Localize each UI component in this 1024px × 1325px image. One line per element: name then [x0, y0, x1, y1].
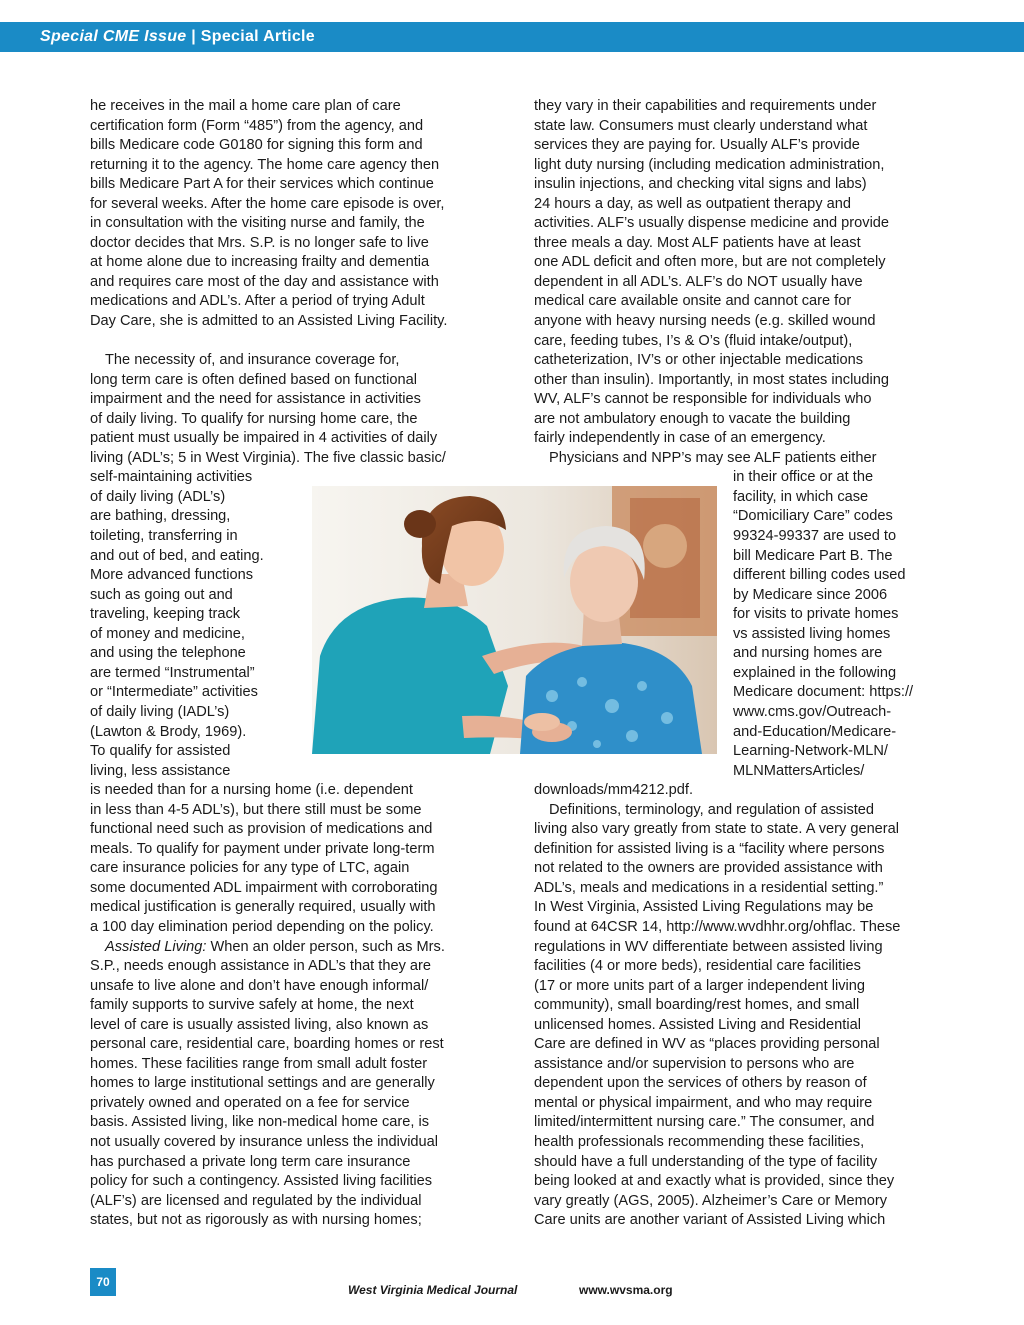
- text-line: care insurance policies for any type of LTC, again: [90, 860, 410, 877]
- text-line: traveling, keeping track: [90, 606, 241, 623]
- text-line: dependent in all ADL’s. ALF’s do NOT usually have: [534, 273, 863, 290]
- text-line: by Medicare since 2006: [733, 586, 888, 603]
- left-p3-first-text: When an older person, such as Mrs.: [206, 938, 445, 955]
- text-line: and-Education/Medicare-: [733, 723, 897, 740]
- text-line: are termed “Instrumental”: [90, 664, 255, 681]
- header-section: Special CME Issue: [40, 28, 187, 45]
- text-line: Definitions, terminology, and regulation of assisted: [549, 801, 875, 818]
- text-line: not related to the owners are provided assistance with: [534, 860, 883, 877]
- header-article-type: Special Article: [200, 28, 315, 45]
- text-line: personal care, residential care, boarding homes or rest: [90, 1036, 444, 1053]
- text-line: unsafe to live alone and don’t have enough informal/: [90, 977, 429, 994]
- text-line: is needed than for a nursing home (i.e. dependent: [90, 782, 413, 799]
- text-line: some documented ADL impairment with corroborating: [90, 879, 438, 896]
- text-line: such as going out and: [90, 586, 233, 603]
- text-line: or “Intermediate” activities: [90, 684, 258, 701]
- text-line: he receives in the mail a home care plan of care: [90, 98, 401, 114]
- text-line: of money and medicine,: [90, 625, 245, 642]
- left-paragraph-1: [90, 97, 490, 332]
- assisted-living-label: Assisted Living:: [105, 938, 207, 955]
- text-line: in their office or at the: [733, 469, 874, 486]
- text-line: (17 or more units part of a larger independent living: [534, 977, 865, 994]
- text-line: Learning-Network-MLN/: [733, 743, 888, 760]
- text-line: being looked at and exactly what is provided, since they: [534, 1173, 895, 1190]
- text-line: are bathing, dressing,: [90, 508, 231, 525]
- footer-journal-name: West Virginia Medical Journal: [348, 1283, 518, 1297]
- text-line: family supports to survive safely at home, the next: [90, 997, 414, 1014]
- text-line: facility, in which case: [733, 488, 869, 505]
- text-line: a 100 day elimination period depending on the policy.: [90, 918, 434, 935]
- text-line: bills Medicare code G0180 for signing this form and: [90, 137, 423, 154]
- text-line: not usually covered by insurance unless the individual: [90, 1133, 439, 1150]
- text-line: “Domiciliary Care” codes: [733, 508, 893, 525]
- left-paragraph-3: [90, 957, 490, 1231]
- text-line: for visits to private homes: [733, 606, 899, 623]
- text-line: activities. ALF’s usually dispense medicine and provide: [534, 215, 890, 232]
- text-line: and out of bed, and eating.: [90, 547, 264, 564]
- text-line: 99324-99337 are used to: [733, 528, 897, 545]
- footer-website: www.wvsma.org: [579, 1283, 673, 1297]
- right-paragraph-3: [534, 801, 936, 1231]
- text-line: found at 64CSR 14, http://www.wvdhhr.org/ohflac. These: [534, 918, 901, 935]
- text-line: living also vary greatly from state to state. A very general: [534, 821, 900, 838]
- text-line: assistance and/or supervision to persons who are: [534, 1055, 855, 1072]
- text-line: limited/intermittent nursing care.” The consumer, and: [534, 1114, 875, 1131]
- text-line: and using the telephone: [90, 645, 246, 662]
- text-line: medications and ADL’s. After a period of trying Adult: [90, 293, 425, 310]
- text-line: in consultation with the visiting nurse and family, the: [90, 215, 425, 232]
- text-line: of daily living. To qualify for nursing home care, the: [90, 410, 418, 427]
- caregiver-elder-illustration: [312, 486, 717, 754]
- text-line: Physicians and NPP’s may see ALF patients either: [549, 449, 877, 466]
- text-line: anyone with heavy nursing needs (e.g. skilled wound: [534, 313, 876, 330]
- text-line: meals. To qualify for payment under private long-term: [90, 840, 435, 857]
- text-line: homes. These facilities range from small adult foster: [90, 1055, 428, 1072]
- text-line: definition for assisted living is a “facility where persons: [534, 840, 885, 857]
- text-line: health professionals recommending these facilities,: [534, 1133, 865, 1150]
- text-line: should have a full understanding of the type of facility: [534, 1153, 878, 1170]
- text-line: MLNMattersArticles/: [733, 762, 865, 779]
- text-line: different billing codes used: [733, 567, 906, 584]
- text-line: impairment and the need for assistance in activities: [90, 391, 421, 408]
- text-line: vary greatly (AGS, 2005). Alzheimer’s Care or Memory: [534, 1192, 888, 1209]
- text-line: 24 hours a day, as well as outpatient therapy and: [534, 195, 851, 212]
- text-line: certification form (Form “485”) from the agency, and: [90, 117, 424, 134]
- header-separator: |: [191, 28, 197, 45]
- text-line: medical justification is generally required, usually with: [90, 899, 436, 916]
- text-line: insulin injections, and checking vital signs and labs): [534, 176, 867, 193]
- text-line: returning it to the agency. The home care agency then: [90, 156, 440, 173]
- left-p3-first-line: [90, 938, 490, 958]
- text-line: other than insulin). Importantly, in most states including: [534, 371, 890, 388]
- text-line: level of care is usually assisted living, also known as: [90, 1016, 429, 1033]
- text-line: basis. Assisted living, like non-medical home care, is: [90, 1114, 430, 1131]
- text-line: for several weeks. After the home care episode is over,: [90, 195, 445, 212]
- page-number: 70: [90, 1268, 116, 1296]
- right-paragraph-1: [534, 97, 936, 449]
- text-line: states, but not as rigorously as with nursing homes;: [90, 1212, 422, 1229]
- text-line: catheterization, IV’s or other injectable medications: [534, 352, 864, 369]
- text-line: policy for such a contingency. Assisted living facilities: [90, 1173, 433, 1190]
- text-line: regulations in WV differentiate between assisted living: [534, 938, 883, 955]
- text-line: medical care available onsite and cannot care for: [534, 293, 852, 310]
- text-line: WV, ALF’s cannot be responsible for individuals who: [534, 391, 872, 408]
- header-bar: [0, 22, 1024, 52]
- text-line: downloads/mm4212.pdf.: [534, 782, 694, 799]
- text-line: The necessity of, and insurance coverage for,: [105, 352, 400, 369]
- text-line: Care are defined in WV as “places providing personal: [534, 1036, 880, 1053]
- text-line: and requires care most of the day and assistance with: [90, 273, 439, 290]
- text-line: doctor decides that Mrs. S.P. is no longer safe to live: [90, 234, 429, 251]
- text-line: are not ambulatory enough to vacate the building: [534, 410, 851, 427]
- text-line: dependent upon the services of others by reason of: [534, 1075, 867, 1092]
- text-line: self-maintaining activities: [90, 469, 253, 486]
- text-line: unlicensed homes. Assisted Living and Residential: [534, 1016, 861, 1033]
- text-line: (Lawton & Brody, 1969).: [90, 723, 247, 740]
- text-line: has purchased a private long term care insurance: [90, 1153, 411, 1170]
- text-line: privately owned and operated on a fee for service: [90, 1094, 410, 1111]
- text-line: one ADL deficit and often more, but are not completely: [534, 254, 886, 271]
- text-line: of daily living (IADL’s): [90, 703, 230, 720]
- text-line: in less than 4-5 ADL’s), but there still must be some: [90, 801, 422, 818]
- text-line: they vary in their capabilities and requirements under: [534, 98, 877, 114]
- text-line: vs assisted living homes: [733, 625, 891, 642]
- text-line: toileting, transferring in: [90, 528, 238, 545]
- text-line: light duty nursing (including medication administration,: [534, 156, 885, 173]
- text-line: Care units are another variant of Assisted Living which: [534, 1212, 886, 1229]
- text-line: ADL’s, meals and medications in a residential setting.”: [534, 879, 884, 896]
- text-line: Day Care, she is admitted to an Assisted Living Facility.: [90, 313, 448, 330]
- text-line: community), small boarding/rest homes, and small: [534, 997, 860, 1014]
- text-line: mental or physical impairment, and who may require: [534, 1094, 873, 1111]
- text-line: patient must usually be impaired in 4 activities of daily: [90, 430, 438, 447]
- text-line: care, feeding tubes, I’s & O’s (fluid intake/output),: [534, 332, 853, 349]
- text-line: More advanced functions: [90, 567, 254, 584]
- text-line: state law. Consumers must clearly understand what: [534, 117, 868, 134]
- text-line: www.cms.gov/Outreach-: [733, 703, 892, 720]
- text-line: homes to large institutional settings and are generally: [90, 1075, 435, 1092]
- text-line: living, less assistance: [90, 762, 231, 779]
- text-line: three meals a day. Most ALF patients have at least: [534, 234, 861, 251]
- text-line: at home alone due to increasing frailty and dementia: [90, 254, 430, 271]
- text-line: fairly independently in case of an emergency.: [534, 430, 826, 447]
- text-line: living (ADL’s; 5 in West Virginia). The five classic basic/: [90, 449, 446, 466]
- text-line: services they are paying for. Usually ALF’s provide: [534, 137, 860, 154]
- text-line: and nursing homes are: [733, 645, 883, 662]
- text-line: To qualify for assisted: [90, 743, 231, 760]
- text-line: functional need such as provision of medications and: [90, 821, 433, 838]
- caregiver-photo: [312, 486, 717, 754]
- text-line: S.P., needs enough assistance in ADL’s that they are: [90, 958, 432, 975]
- text-line: bill Medicare Part B. The: [733, 547, 893, 564]
- text-line: of daily living (ADL’s): [90, 488, 226, 505]
- header-title: [40, 28, 315, 46]
- text-line: bills Medicare Part A for their services which continue: [90, 176, 434, 193]
- text-line: explained in the following: [733, 664, 897, 681]
- text-line: long term care is often defined based on functional: [90, 371, 417, 388]
- text-line: Medicare document: https://: [733, 684, 914, 701]
- text-line: facilities (4 or more beds), residential care facilities: [534, 958, 861, 975]
- text-line: (ALF’s) are licensed and regulated by the individual: [90, 1192, 422, 1209]
- text-line: In West Virginia, Assisted Living Regulations may be: [534, 899, 874, 916]
